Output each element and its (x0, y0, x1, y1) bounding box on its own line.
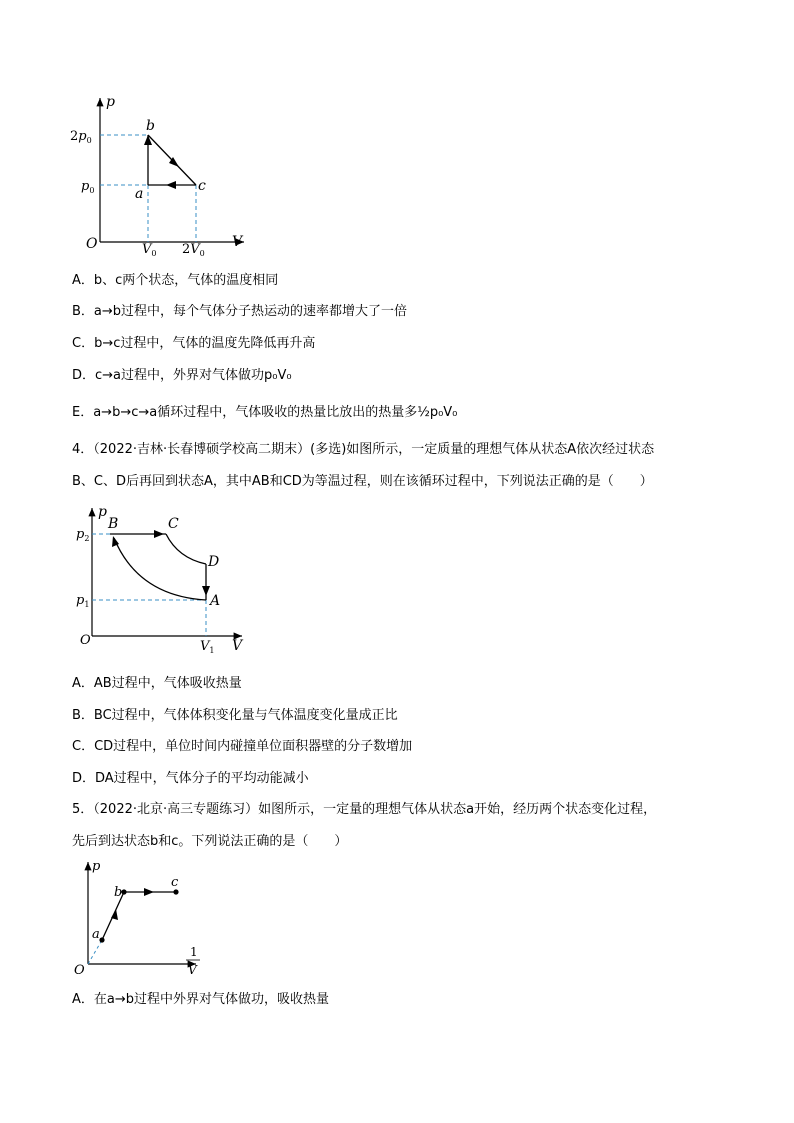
point-label-b: B (108, 516, 119, 532)
axis-label-numerator: 1 (190, 945, 198, 959)
point-label-a: a (92, 927, 100, 942)
q5-stem-line1: 5．（2022·北京·高三专题练习）如图所示，一定量的理想气体从状态a开始，经历两个状态变化过程， (72, 802, 657, 817)
q3-option-d: D．c→a过程中，外界对气体做功p₀V₀ (72, 368, 292, 383)
point-c (173, 889, 178, 894)
q3-option-b: B．a→b过程中，每个气体分子热运动的速率都增大了一倍 (72, 304, 408, 319)
origin-label: O (74, 963, 85, 978)
tick-p2: $p_2$ (76, 527, 90, 543)
tick-v1: $V_1$ (200, 639, 215, 655)
point-label-c: c (171, 875, 179, 890)
q3-option-e: E．a→b→c→a循环过程中，气体吸收的热量比放出的热量多½p₀V₀ (72, 405, 458, 420)
figure-pv-cycle-abc (70, 92, 254, 262)
point-label-b: b (114, 885, 123, 900)
point-label-c: c (198, 178, 206, 194)
figure-pv-cycle-abcd (72, 504, 252, 654)
origin-label: O (86, 236, 98, 252)
point-label-c: C (168, 516, 179, 532)
tick-p0: $p_0$ (81, 179, 95, 195)
tick-2v0: $2V_0$ (182, 242, 205, 258)
q4-option-a: A．AB过程中，气体吸收热量 (72, 676, 242, 691)
point-a (99, 937, 104, 942)
q4-option-b: B．BC过程中，气体体积变化量与气体温度变化量成正比 (72, 708, 398, 723)
q4-option-c: C．CD过程中，单位时间内碰撞单位面积器壁的分子数增加 (72, 739, 413, 754)
process-a-to-b (114, 538, 206, 600)
q4-stem-line2: B、C、D后再回到状态A，其中AB和CD为等温过程，则在该循环过程中，下列说法正确的是（ ） (72, 474, 653, 489)
tick-v0: $V_0$ (142, 242, 157, 258)
q5-stem-line2: 先后到达状态b和c。下列说法正确的是（ ） (72, 834, 348, 849)
figure-p-vs-inverse-v (72, 856, 212, 980)
axis-label-p: p (98, 504, 107, 520)
tick-p1: $p_1$ (76, 593, 90, 609)
point-label-d: D (208, 554, 220, 570)
q4-option-d: D．DA过程中，气体分子的平均动能减小 (72, 771, 309, 786)
axis-label-p: p (106, 94, 115, 110)
axis-label-p: p (92, 859, 101, 874)
axis-label-v: V (232, 234, 243, 250)
tick-2p0: $2p_0$ (70, 129, 92, 145)
point-label-a: A (210, 593, 221, 609)
axis-label-v: V (232, 638, 243, 654)
extension-dashed (88, 940, 102, 964)
q4-stem-line1: 4．（2022·吉林·长春博硕学校高二期末）(多选)如图所示，一定质量的理想气体从状态A依次经过状态 (72, 442, 655, 457)
point-label-b: b (146, 118, 155, 134)
point-label-a: a (135, 186, 144, 202)
q5-option-a: A．在a→b过程中外界对气体做功，吸收热量 (72, 992, 330, 1007)
process-c-to-d (166, 534, 206, 564)
q3-option-c: C．b→c过程中，气体的温度先降低再升高 (72, 336, 316, 351)
axis-label-denominator: V (188, 963, 197, 977)
origin-label: O (80, 633, 91, 648)
q3-option-a: A．b、c两个状态，气体的温度相同 (72, 273, 279, 288)
